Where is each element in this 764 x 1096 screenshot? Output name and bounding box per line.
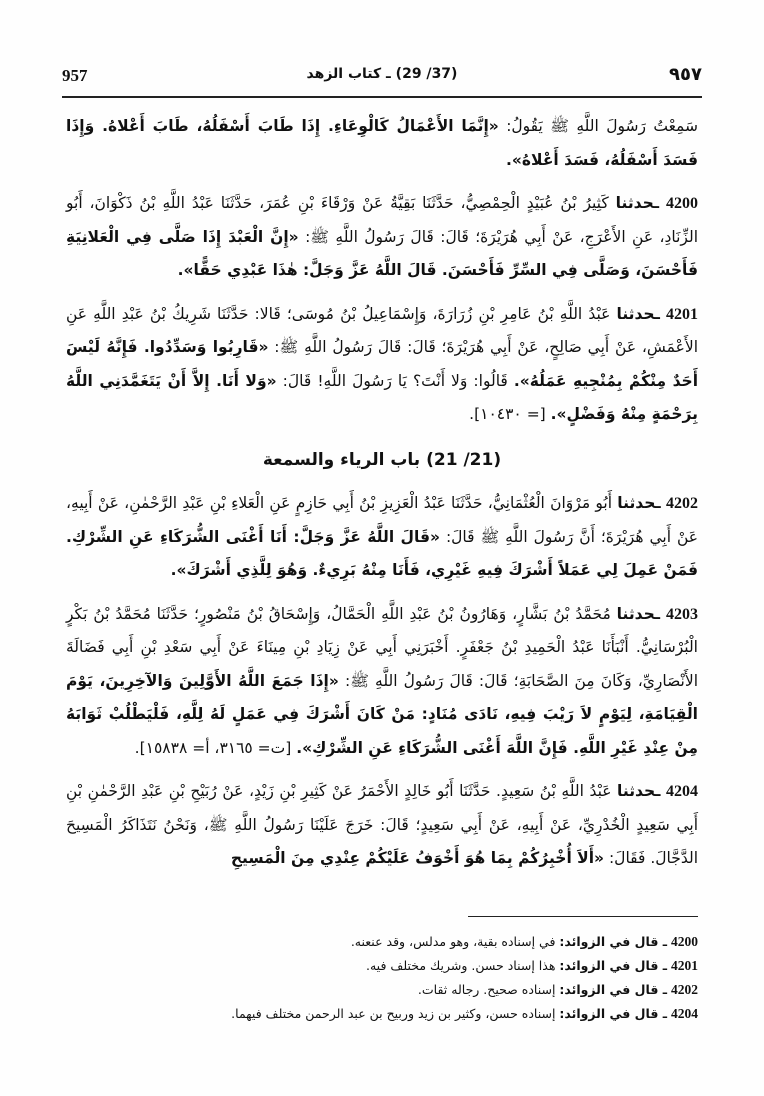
haddatha-word: حدثنا (616, 604, 655, 623)
footnote-text: هذا إسناد حسن. وشريك مختلف فيه. (366, 958, 556, 973)
footnote-label: ـ قال في الزوائد: (559, 1006, 668, 1021)
running-title: (37/ 29) ـ كتاب الزهد (306, 66, 458, 82)
cross-reference: [= ١٠٤٣٠]. (469, 405, 551, 423)
hadith-number: 4200 (666, 195, 698, 212)
footnote-number: 4200 (671, 934, 698, 949)
hadith-text: عَبْدُ اللَّهِ بْنُ سَعِيدٍ. حَدَّثَنَا أَبُو خَالِدٍ الأَحْمَرُ عَنْ كَثِيرِ بْنِ زَيْدٍ، عَنْ رُبَيْحِ بْنِ عَبْدِ الرَّحْمٰنِ بْنِ أَبِي سَعِيدٍ الْخُدْرِيِّ، عَنْ أَبِيهِ، عَنْ أَبِي سَعِيدٍ؛ قَالَ: خَرَجَ عَلَيْنَا رَسُولُ اللَّهِ ﷺ، وَنَحْنُ نَتَذَاكَرُ الْمَسِيحَ الدَّجَّالَ. فَقَالَ: (66, 782, 698, 867)
footnote-text: في إسناده بقية، وهو مدلس، وقد عنعنه. (350, 934, 556, 949)
hadith-number: 4203 (665, 605, 698, 623)
footnote-number: 4202 (671, 982, 698, 997)
hadith-matn: «إِنَّ الْعَبْدَ إِذَا صَلَّى فِي الْعَلانِيَةِ فَأَحْسَنَ، وَصَلَّى فِي السِّرِّ فَأَحْسَنَ. قَالَ اللَّهُ عَزَّ وَجَلَّ: هٰذَا عَبْدِي حَقًّا». (66, 227, 698, 279)
footnote-text: إسناده حسن، وكثير بن زيد وربيح بن عبد الرحمن مختلف فيهما. (231, 1006, 556, 1021)
hadith-matn: «إِنَّمَا الأَعْمَالُ كَالْوِعَاءِ. إِذَا طَابَ أَسْفَلُهُ، طَابَ أَعْلاهُ. وَإِذَا فَسَدَ أَسْفَلُهُ، فَسَدَ أَعْلاهُ». (66, 117, 698, 169)
footnote-text: إسناده صحيح. رجاله ثقات. (417, 982, 556, 997)
hadith-matn: «قَارِبُوا وَسَدِّدُوا. فَإِنَّهُ لَيْسَ أَحَدٌ مِنْكُمْ بِمُنْجِيهِ عَمَلُهُ». (66, 338, 699, 390)
hadith-text: سَمِعْتُ رَسُولَ اللَّهِ ﷺ يَقُولُ: (498, 117, 698, 135)
footnote-label: ـ قال في الزوائد: (559, 958, 668, 973)
hadith-4201: 4201 ـحدثنا عَبْدُ اللَّهِ بْنُ عَامِرِ بْنِ زُرَارَةَ، وَإِسْمَاعِيلُ بْنُ مُوسَى؛ قَالا: حَدَّثَنَا شَرِيكُ بْنُ عَبْدِ اللَّهِ عَنِ الأَعْمَشِ، عَنْ أَبِي صَالِحٍ، عَنْ أَبِي هُرَيْرَةَ؛ قَالَ: قَالَ رَسُولُ اللَّهِ ﷺ: «قَارِبُوا وَسَدِّدُوا. فَإِنَّهُ لَيْسَ أَحَدٌ مِنْكُمْ بِمُنْجِيهِ عَمَلُهُ». قَالُوا: وَلا أَنْتَ؟ يَا رَسُولَ اللَّهِ! قَالَ: «وَلا أَنَا. إِلاَّ أَنْ يَتَغَمَّدَنِي اللَّهُ بِرَحْمَةٍ مِنْهُ وَفَضْلٍ». [= ١٠٤٣٠]. (66, 304, 699, 423)
hadith-matn-continued: «وَلا أَنَا. إِلاَّ أَنْ يَتَغَمَّدَنِي اللَّهُ بِرَحْمَةٍ مِنْهُ وَفَضْلٍ». (66, 371, 698, 423)
hadith-continuation (66, 110, 698, 177)
footnote-4202 (66, 978, 698, 1002)
haddatha-word: حدثنا (617, 782, 656, 800)
footnote-4201 (66, 954, 698, 978)
footnotes (66, 930, 698, 1026)
footnote-label: ـ قال في الزوائد: (559, 934, 668, 949)
footnote-number: 4204 (671, 1006, 698, 1021)
hadith-text-continued: قَالُوا: وَلا أَنْتَ؟ يَا رَسُولَ اللَّهِ! قَالَ: (276, 371, 514, 390)
hadith-number: 4204 (666, 783, 698, 800)
footnote-divider (468, 916, 698, 917)
hadith-matn: «إِذَا جَمَعَ اللَّهُ الأَوَّلِينَ وَالآخِرِينَ، يَوْمَ الْقِيَامَةِ، لِيَوْمٍ لاَ رَيْبَ فِيهِ، نَادَى مُنَادٍ: مَنْ كَانَ أَشْرَكَ فِي عَمَلٍ لَهُ لِلَّهِ، فَلْيَطْلُبْ ثَوَابَهُ مِنْ عِنْدِ غَيْرِ اللَّهِ. فَإِنَّ اللَّهَ أَغْنَى الشُّرَكَاءِ عَنِ الشِّرْكِ». (66, 671, 698, 757)
page-number-arabic: ٩٥٧ (669, 64, 702, 85)
hadith-number: 4201 (666, 305, 698, 323)
hadith-text: أَبُو مَرْوَانَ الْعُثْمَانِيُّ، حَدَّثَنَا عَبْدُ الْعَزِيزِ بْنُ أَبِي حَازِمٍ عَنِ الْعَلاءِ بْنِ عَبْدِ الرَّحْمٰنِ، عَنْ أَبِيهِ، عَنْ أَبِي هُرَيْرَةَ؛ أَنَّ رَسُولَ اللَّهِ ﷺ قَالَ: (66, 494, 698, 546)
hadith-4204: 4204 ـحدثنا عَبْدُ اللَّهِ بْنُ سَعِيدٍ. حَدَّثَنَا أَبُو خَالِدٍ الأَحْمَرُ عَنْ كَثِيرِ بْنِ زَيْدٍ، عَنْ رُبَيْحِ بْنِ عَبْدِ الرَّحْمٰنِ بْنِ أَبِي سَعِيدٍ الْخُدْرِيِّ، عَنْ أَبِيهِ، عَنْ أَبِي سَعِيدٍ؛ قَالَ: خَرَجَ عَلَيْنَا رَسُولُ اللَّهِ ﷺ، وَنَحْنُ نَتَذَاكَرُ الْمَسِيحَ الدَّجَّالَ. فَقَالَ: «أَلاَ أُخْبِرُكُمْ بِمَا هُوَ أَخْوَفُ عَلَيْكُمْ عِنْدِي مِنَ الْمَسِيحِ (66, 782, 698, 867)
header-divider (62, 96, 702, 98)
page-number-latin: 957 (62, 66, 88, 85)
hadith-4203: 4203 ـحدثنا مُحَمَّدُ بْنُ بَشَّارٍ، وَهَارُونُ بْنُ عَبْدِ اللَّهِ الْحَمَّالُ، وَإِسْحَاقُ بْنُ مَنْصُورٍ؛ حَدَّثَنَا مُحَمَّدُ بْنُ بَكْرٍ الْبُرْسَانِيُّ. أَنْبَأَنَا عَبْدُ الْحَمِيدِ بْنُ جَعْفَرٍ. أَخْبَرَنِي أَبِي عَنْ زِيَادِ بْنِ مِينَاءَ عَنْ أَبِي سَعْدِ بْنِ أَبِي فَضَالَةَ الأَنْصَارِيِّ، وَكَانَ مِنَ الصَّحَابَةِ؛ قَالَ: قَالَ رَسُولُ اللَّهِ ﷺ: «إِذَا جَمَعَ اللَّهُ الأَوَّلِينَ وَالآخِرِينَ، يَوْمَ الْقِيَامَةِ، لِيَوْمٍ لاَ رَيْبَ فِيهِ، نَادَى مُنَادٍ: مَنْ كَانَ أَشْرَكَ فِي عَمَلٍ لَهُ لِلَّهِ، فَلْيَطْلُبْ ثَوَابَهُ مِنْ عِنْدِ غَيْرِ اللَّهِ. فَإِنَّ اللَّهَ أَغْنَى الشُّرَكَاءِ عَنِ الشِّرْكِ». [ت= ٣١٦٥، أ= ١٥٨٣٨]. (66, 604, 699, 757)
hadith-matn: «قَالَ اللَّهُ عَزَّ وَجَلَّ: أَنَا أَغْنَى الشُّرَكَاءِ عَنِ الشِّرْكِ. فَمَنْ عَمِلَ لِي عَمَلاً أَشْرَكَ فِيهِ غَيْرِي، فَأَنَا مِنْهُ بَرِيءٌ. وَهُوَ لِلَّذِي أَشْرَكَ». (66, 527, 698, 579)
hadith-text: عَبْدُ اللَّهِ بْنُ عَامِرِ بْنِ زُرَارَةَ، وَإِسْمَاعِيلُ بْنُ مُوسَى؛ قَالا: حَدَّثَنَا شَرِيكُ بْنُ عَبْدِ اللَّهِ عَنِ الأَعْمَشِ، عَنْ أَبِي صَالِحٍ، عَنْ أَبِي هُرَيْرَةَ؛ قَالَ: قَالَ رَسُولُ اللَّهِ ﷺ: (66, 304, 698, 356)
hadith-text: كَثِيرُ بْنُ عُبَيْدٍ الْحِمْصِيُّ، حَدَّثَنَا بَقِيَّةُ عَنْ وَرْقَاءَ بْنِ عُمَرَ، حَدَّثَنَا عَبْدُ اللَّهِ بْنُ ذَكْوَانَ، أَبُو الزِّنَادِ، عَنِ الأَعْرَجِ، عَنْ أَبِي هُرَيْرَةَ؛ قَالَ: قَالَ رَسُولُ اللَّهِ ﷺ: (66, 194, 698, 246)
cross-reference: [ت= ٣١٦٥، أ= ١٥٨٣٨]. (134, 738, 297, 757)
haddatha-word: حدثنا (617, 494, 656, 512)
footnote-number: 4201 (671, 958, 698, 973)
footnote-4204 (66, 1002, 698, 1026)
hadith-matn: «أَلاَ أُخْبِرُكُمْ بِمَا هُوَ أَخْوَفُ عَلَيْكُمْ عِنْدِي مِنَ الْمَسِيحِ (230, 849, 605, 867)
main-text (66, 110, 698, 886)
haddatha-word: حدثنا (615, 194, 654, 212)
footnote-4200 (66, 930, 698, 954)
hadith-4200: 4200 ـحدثنا كَثِيرُ بْنُ عُبَيْدٍ الْحِمْصِيُّ، حَدَّثَنَا بَقِيَّةُ عَنْ وَرْقَاءَ بْنِ عُمَرَ، حَدَّثَنَا عَبْدُ اللَّهِ بْنُ ذَكْوَانَ، أَبُو الزِّنَادِ، عَنِ الأَعْرَجِ، عَنْ أَبِي هُرَيْرَةَ؛ قَالَ: قَالَ رَسُولُ اللَّهِ ﷺ: «إِنَّ الْعَبْدَ إِذَا صَلَّى فِي الْعَلانِيَةِ فَأَحْسَنَ، وَصَلَّى فِي السِّرِّ فَأَحْسَنَ. قَالَ اللَّهُ عَزَّ وَجَلَّ: هٰذَا عَبْدِي حَقًّا». (66, 194, 698, 279)
hadith-number: 4202 (665, 495, 698, 512)
hadith-text: مُحَمَّدُ بْنُ بَشَّارٍ، وَهَارُونُ بْنُ عَبْدِ اللَّهِ الْحَمَّالُ، وَإِسْحَاقُ بْنُ مَنْصُورٍ؛ حَدَّثَنَا مُحَمَّدُ بْنُ بَكْرٍ الْبُرْسَانِيُّ. أَنْبَأَنَا عَبْدُ الْحَمِيدِ بْنُ جَعْفَرٍ. أَخْبَرَنِي أَبِي عَنْ زِيَادِ بْنِ مِينَاءَ عَنْ أَبِي سَعْدِ بْنِ أَبِي فَضَالَةَ الأَنْصَارِيِّ، وَكَانَ مِنَ الصَّحَابَةِ؛ قَالَ: قَالَ رَسُولُ اللَّهِ ﷺ: (66, 604, 699, 690)
chapter-heading: (21/ 21) باب الرياء والسمعة (262, 449, 502, 470)
hadith-4202: 4202 ـحدثنا أَبُو مَرْوَانَ الْعُثْمَانِيُّ، حَدَّثَنَا عَبْدُ الْعَزِيزِ بْنُ أَبِي حَازِمٍ عَنِ الْعَلاءِ بْنِ عَبْدِ الرَّحْمٰنِ، عَنْ أَبِيهِ، عَنْ أَبِي هُرَيْرَةَ؛ أَنَّ رَسُولَ اللَّهِ ﷺ قَالَ: «قَالَ اللَّهُ عَزَّ وَجَلَّ: أَنَا أَغْنَى الشُّرَكَاءِ عَنِ الشِّرْكِ. فَمَنْ عَمِلَ لِي عَمَلاً أَشْرَكَ فِيهِ غَيْرِي، فَأَنَا مِنْهُ بَرِيءٌ. وَهُوَ لِلَّذِي أَشْرَكَ». (66, 494, 698, 579)
footnote-label: ـ قال في الزوائد: (559, 982, 668, 997)
page-header (62, 60, 702, 94)
haddatha-word: حدثنا (616, 304, 655, 323)
